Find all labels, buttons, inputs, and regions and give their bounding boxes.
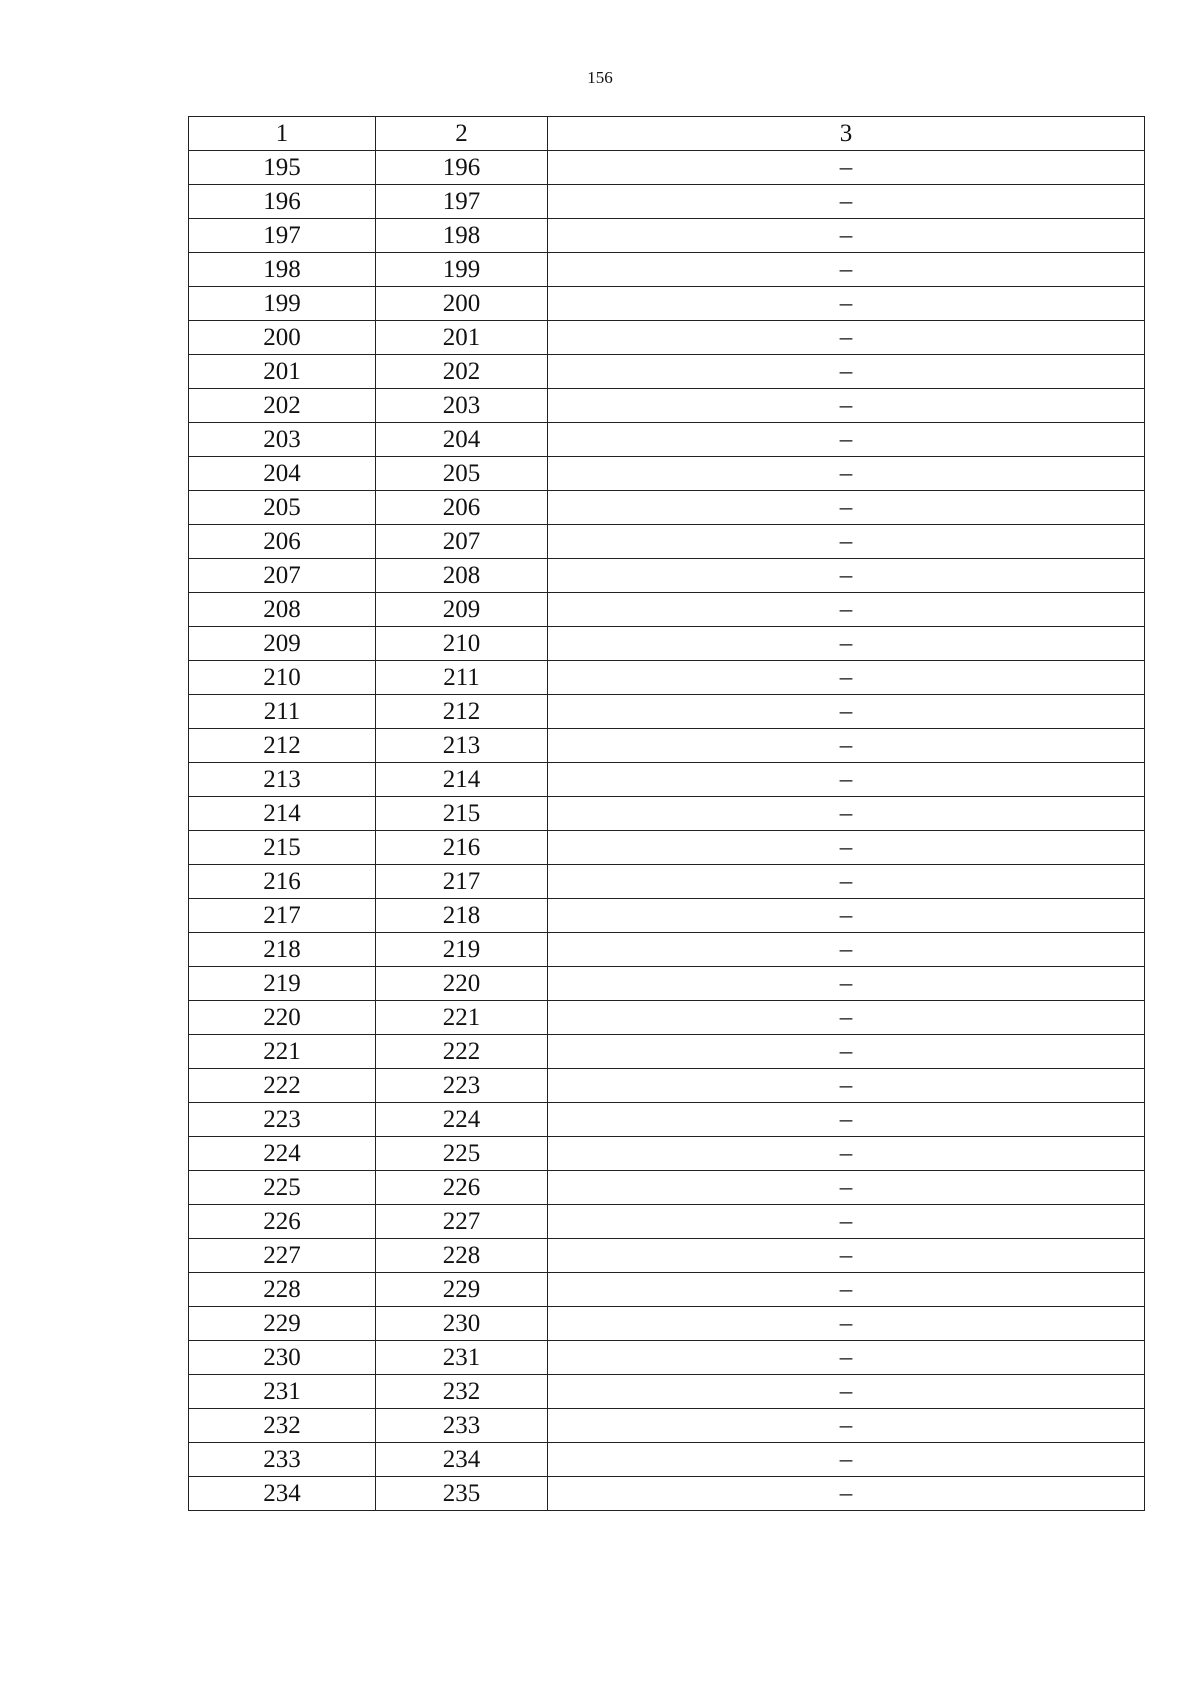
table-cell-col-3: – xyxy=(548,1273,1145,1307)
table-cell-col-3: – xyxy=(548,287,1145,321)
table-cell-col-1: 211 xyxy=(189,695,376,729)
table-row xyxy=(189,185,1145,219)
table-cell-col-3: – xyxy=(548,423,1145,457)
column-header-1: 1 xyxy=(189,117,376,151)
table-row xyxy=(189,627,1145,661)
table-row xyxy=(189,1137,1145,1171)
table-cell-col-2: 233 xyxy=(376,1409,548,1443)
table-cell-col-1: 217 xyxy=(189,899,376,933)
table-row xyxy=(189,287,1145,321)
table-cell-col-1: 231 xyxy=(189,1375,376,1409)
table-cell-col-2: 219 xyxy=(376,933,548,967)
table-cell-col-3: – xyxy=(548,1069,1145,1103)
table-cell-col-1: 224 xyxy=(189,1137,376,1171)
table-cell-col-3: – xyxy=(548,389,1145,423)
table-body xyxy=(189,151,1145,1511)
table-cell-col-1: 212 xyxy=(189,729,376,763)
table-cell-col-3: – xyxy=(548,321,1145,355)
table-cell-col-3: – xyxy=(548,525,1145,559)
data-table-container xyxy=(188,116,1144,1511)
table-row xyxy=(189,1375,1145,1409)
table-row xyxy=(189,151,1145,185)
table-cell-col-1: 216 xyxy=(189,865,376,899)
table-row xyxy=(189,1409,1145,1443)
table-cell-col-1: 230 xyxy=(189,1341,376,1375)
column-header-2: 2 xyxy=(376,117,548,151)
table-row xyxy=(189,1307,1145,1341)
table-cell-col-2: 220 xyxy=(376,967,548,1001)
table-row xyxy=(189,695,1145,729)
table-row xyxy=(189,967,1145,1001)
table-cell-col-3: – xyxy=(548,457,1145,491)
table-cell-col-1: 200 xyxy=(189,321,376,355)
table-cell-col-2: 223 xyxy=(376,1069,548,1103)
table-cell-col-3: – xyxy=(548,491,1145,525)
table-cell-col-1: 197 xyxy=(189,219,376,253)
table-row xyxy=(189,1069,1145,1103)
table-row xyxy=(189,797,1145,831)
table-header-row xyxy=(189,117,1145,151)
table-row xyxy=(189,1035,1145,1069)
table-cell-col-1: 206 xyxy=(189,525,376,559)
table-row xyxy=(189,1001,1145,1035)
table-cell-col-3: – xyxy=(548,593,1145,627)
table-cell-col-1: 195 xyxy=(189,151,376,185)
table-cell-col-3: – xyxy=(548,797,1145,831)
table-cell-col-2: 209 xyxy=(376,593,548,627)
table-cell-col-2: 224 xyxy=(376,1103,548,1137)
table-row xyxy=(189,525,1145,559)
page-number: 156 xyxy=(587,68,613,87)
table-row xyxy=(189,1341,1145,1375)
table-cell-col-3: – xyxy=(548,933,1145,967)
table-cell-col-1: 207 xyxy=(189,559,376,593)
table-cell-col-2: 232 xyxy=(376,1375,548,1409)
table-cell-col-3: – xyxy=(548,1205,1145,1239)
table-cell-col-3: – xyxy=(548,253,1145,287)
table-cell-col-3: – xyxy=(548,831,1145,865)
table-row xyxy=(189,219,1145,253)
table-cell-col-3: – xyxy=(548,1341,1145,1375)
table-cell-col-1: 201 xyxy=(189,355,376,389)
table-cell-col-1: 219 xyxy=(189,967,376,1001)
table-cell-col-2: 212 xyxy=(376,695,548,729)
table-cell-col-1: 208 xyxy=(189,593,376,627)
table-cell-col-2: 230 xyxy=(376,1307,548,1341)
table-row xyxy=(189,865,1145,899)
table-cell-col-3: – xyxy=(548,661,1145,695)
table-cell-col-2: 221 xyxy=(376,1001,548,1035)
table-cell-col-1: 204 xyxy=(189,457,376,491)
table-cell-col-3: – xyxy=(548,967,1145,1001)
table-cell-col-1: 199 xyxy=(189,287,376,321)
table-cell-col-2: 210 xyxy=(376,627,548,661)
table-cell-col-1: 233 xyxy=(189,1443,376,1477)
table-cell-col-1: 198 xyxy=(189,253,376,287)
table-cell-col-3: – xyxy=(548,899,1145,933)
table-cell-col-2: 226 xyxy=(376,1171,548,1205)
table-cell-col-2: 200 xyxy=(376,287,548,321)
table-cell-col-3: – xyxy=(548,729,1145,763)
table-cell-col-1: 218 xyxy=(189,933,376,967)
table-cell-col-2: 197 xyxy=(376,185,548,219)
table-cell-col-2: 231 xyxy=(376,1341,548,1375)
table-cell-col-1: 210 xyxy=(189,661,376,695)
table-cell-col-1: 213 xyxy=(189,763,376,797)
table-row xyxy=(189,321,1145,355)
table-row xyxy=(189,1171,1145,1205)
table-cell-col-1: 229 xyxy=(189,1307,376,1341)
table-cell-col-3: – xyxy=(548,1035,1145,1069)
table-cell-col-1: 228 xyxy=(189,1273,376,1307)
table-cell-col-3: – xyxy=(548,1443,1145,1477)
table-cell-col-3: – xyxy=(548,219,1145,253)
table-cell-col-2: 206 xyxy=(376,491,548,525)
table-row xyxy=(189,729,1145,763)
table-cell-col-2: 203 xyxy=(376,389,548,423)
table-cell-col-2: 218 xyxy=(376,899,548,933)
table-row xyxy=(189,1273,1145,1307)
table-cell-col-3: – xyxy=(548,185,1145,219)
table-row xyxy=(189,763,1145,797)
table-cell-col-3: – xyxy=(548,1307,1145,1341)
table-row xyxy=(189,355,1145,389)
table-cell-col-3: – xyxy=(548,1171,1145,1205)
table-cell-col-3: – xyxy=(548,1239,1145,1273)
table-cell-col-1: 214 xyxy=(189,797,376,831)
table-cell-col-3: – xyxy=(548,1477,1145,1511)
table-cell-col-1: 196 xyxy=(189,185,376,219)
table-cell-col-2: 235 xyxy=(376,1477,548,1511)
table-cell-col-3: – xyxy=(548,1409,1145,1443)
table-cell-col-3: – xyxy=(548,763,1145,797)
table-cell-col-1: 234 xyxy=(189,1477,376,1511)
table-cell-col-2: 225 xyxy=(376,1137,548,1171)
table-cell-col-3: – xyxy=(548,559,1145,593)
table-cell-col-2: 227 xyxy=(376,1205,548,1239)
table-cell-col-2: 214 xyxy=(376,763,548,797)
table-row xyxy=(189,593,1145,627)
table-cell-col-2: 222 xyxy=(376,1035,548,1069)
table-cell-col-2: 228 xyxy=(376,1239,548,1273)
table-cell-col-2: 213 xyxy=(376,729,548,763)
table-cell-col-3: – xyxy=(548,695,1145,729)
table-cell-col-1: 222 xyxy=(189,1069,376,1103)
table-row xyxy=(189,933,1145,967)
table-row xyxy=(189,1443,1145,1477)
table-row xyxy=(189,899,1145,933)
table-cell-col-2: 234 xyxy=(376,1443,548,1477)
column-header-3: 3 xyxy=(548,117,1145,151)
table-row xyxy=(189,1477,1145,1511)
table-cell-col-1: 220 xyxy=(189,1001,376,1035)
table-cell-col-2: 216 xyxy=(376,831,548,865)
table-cell-col-1: 232 xyxy=(189,1409,376,1443)
table-row xyxy=(189,661,1145,695)
table-cell-col-2: 202 xyxy=(376,355,548,389)
table-cell-col-1: 227 xyxy=(189,1239,376,1273)
table-row xyxy=(189,457,1145,491)
table-cell-col-2: 217 xyxy=(376,865,548,899)
table-cell-col-2: 204 xyxy=(376,423,548,457)
table-cell-col-3: – xyxy=(548,627,1145,661)
data-table xyxy=(188,116,1145,1511)
table-cell-col-2: 207 xyxy=(376,525,548,559)
table-cell-col-1: 225 xyxy=(189,1171,376,1205)
table-row xyxy=(189,1205,1145,1239)
table-row xyxy=(189,831,1145,865)
table-row xyxy=(189,491,1145,525)
table-cell-col-2: 211 xyxy=(376,661,548,695)
table-row xyxy=(189,423,1145,457)
table-cell-col-3: – xyxy=(548,355,1145,389)
table-row xyxy=(189,1103,1145,1137)
table-cell-col-1: 202 xyxy=(189,389,376,423)
table-cell-col-1: 223 xyxy=(189,1103,376,1137)
table-cell-col-1: 215 xyxy=(189,831,376,865)
table-cell-col-2: 215 xyxy=(376,797,548,831)
table-row xyxy=(189,559,1145,593)
table-cell-col-1: 221 xyxy=(189,1035,376,1069)
table-cell-col-2: 201 xyxy=(376,321,548,355)
table-row xyxy=(189,389,1145,423)
table-cell-col-3: – xyxy=(548,151,1145,185)
table-cell-col-2: 199 xyxy=(376,253,548,287)
table-cell-col-2: 205 xyxy=(376,457,548,491)
table-cell-col-3: – xyxy=(548,1103,1145,1137)
table-cell-col-3: – xyxy=(548,1137,1145,1171)
table-cell-col-2: 229 xyxy=(376,1273,548,1307)
table-cell-col-1: 203 xyxy=(189,423,376,457)
table-cell-col-3: – xyxy=(548,865,1145,899)
table-cell-col-1: 209 xyxy=(189,627,376,661)
table-cell-col-3: – xyxy=(548,1375,1145,1409)
table-cell-col-3: – xyxy=(548,1001,1145,1035)
table-cell-col-2: 198 xyxy=(376,219,548,253)
table-cell-col-2: 208 xyxy=(376,559,548,593)
table-row xyxy=(189,253,1145,287)
table-cell-col-1: 226 xyxy=(189,1205,376,1239)
table-cell-col-2: 196 xyxy=(376,151,548,185)
table-cell-col-1: 205 xyxy=(189,491,376,525)
table-row xyxy=(189,1239,1145,1273)
